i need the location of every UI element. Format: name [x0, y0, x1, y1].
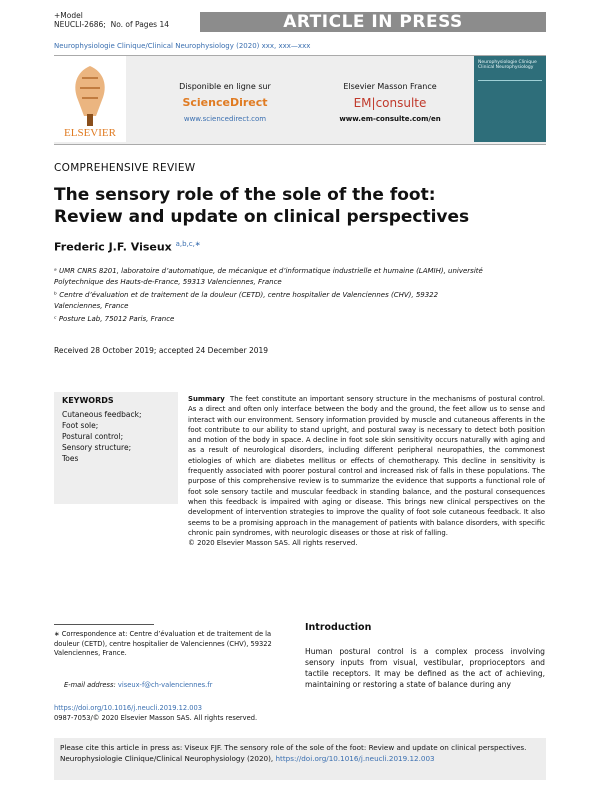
svg-text:ELSEVIER: ELSEVIER [64, 127, 116, 139]
sciencedirect-logo: ScienceDirect [182, 96, 268, 109]
summary-text: The feet constitute an important sensory structure in the mechanisms of postural control. As a direct and often only interface between the body and the ground, the feet allow us to sense and interact with our environment. Sensory information provided by muscle and cutaneous afferents in the foot contribute to our ability to stand upright, and postural sway is necessary to detect both position and motion of the body in space. A decline in foot sole skin sensitivity occurs naturally with aging and as a result of neurological disorders, including different peripheral neuropathies, the commonest etiologies of which are diabetes mellitus or effects of chemotherapy. This decline in sensitivity is frequently associated with poorer postural control and increased risk of falls in these populations. The purpose of this comprehensive review is to summarize the evidence that supports a functional role of foot sole sensory tactile and muscular feedback in standing balance, and the postural consequences when this feedback is impaired with aging or disease. This brings new clinical perspectives on the development of intervention strategies to improve the quality of foot sole cutaneous feedback. It also seems to be a promising approach in the management of patients with balance disorders, with specific chronic pain syndromes, with neurologic diseases or those at risk of falling. [188, 395, 545, 537]
journal-cover-image [474, 56, 546, 142]
sciencedirect-caption: Disponible en ligne sur [179, 82, 271, 91]
keyword-item: Toes [62, 454, 79, 463]
article-title: The sensory role of the sole of the foot: Review and update on clinical perspectives [54, 185, 470, 227]
affiliation-b: ᵇ Centre d’évaluation et de traitement de la douleur (CETD), centre hospitalier de Valenciennes (CHV), 59322 Valenciennes, France [54, 291, 439, 310]
author-name: Frederic J.F. Viseux $^{a,b,c,∗}$ [54, 240, 201, 254]
abstract-summary: Summary The feet constitute an important sensory structure in the mechanisms of postural control. As a direct and often only interface between the body and the ground, the feet allow us to sense and interact with our environment. Sensory information provided by muscle and cutaneous afferents in the foot contribute to our ability to stand upright, and postural sway is necessary to detect both position and motion of the body in space. A decline in foot sole skin sensitivity occurs naturally with aging and as a result of neurological disorders, including different peripheral neuropathies, the commonest etiologies of which are diabetes mellitus or effects of chemotherapy. This decline in sensitivity is frequently associated with poorer postural control and increased risk of falls in these populations. The purpose of this comprehensive review is to summarize the evidence that supports a functional role of foot sole sensory tactile and muscular feedback in standing balance, and the postural consequences when this feedback is impaired with aging or disease. This brings new clinical perspectives on the development of intervention strategies to improve the quality of foot sole cutaneous feedback. It also seems to be a promising approach in the management of patients with balance disorders, with specific chronic pain syndromes, with neurologic diseases or those at risk of falling. © 2020 Elsevier Masson SAS. All rights reserved. [188, 395, 545, 548]
emconsulte-caption: Elsevier Masson France [343, 82, 437, 91]
summary-copyright: © 2020 Elsevier Masson SAS. All rights reserved. [188, 539, 358, 548]
emconsulte-link[interactable]: www.em-consulte.com/en [339, 115, 441, 123]
correspondence-note: ∗ Correspondence at: Centre d’évaluation et de traitement de la douleur (CETD), centre hospitalier de Valenciennes (CHV), 59322 Valenciennes, France. [54, 630, 272, 657]
doi-link[interactable]: https://doi.org/10.1016/j.neucli.2019.12.003 [54, 704, 203, 712]
keyword-item: Cutaneous feedback; [62, 410, 142, 419]
keyword-item: Sensory structure; [62, 443, 132, 452]
footnote-divider [54, 624, 154, 625]
model-tag: +Model NEUCLI-2686; No. of Pages 14 [54, 11, 170, 29]
introduction-text: Human postural control is a complex process involving sensory inputs from visual, vestibular, proprioceptors and tactile receptors. It may be defined as the act of achieving, maintaining or restoring a state of balance during any [305, 647, 545, 689]
issn-copyright: 0987-7053/© 2020 Elsevier Masson SAS. All rights reserved. [54, 714, 258, 722]
keyword-item: Foot sole; [62, 421, 99, 430]
received-dates: Received 28 October 2019; accepted 24 December 2019 [54, 346, 269, 355]
article-in-press-banner: ARTICLE IN PRESS [200, 12, 546, 32]
section-label: COMPREHENSIVE REVIEW [54, 162, 196, 174]
citation-doi-link[interactable]: https://doi.org/10.1016/j.neucli.2019.12.003 [275, 754, 435, 763]
emconsulte-logo: EM|consulte [353, 96, 427, 110]
email-link[interactable]: viseux-f@ch-valenciennes.fr [117, 681, 213, 689]
keywords-title: KEYWORDS [62, 396, 114, 405]
affiliation-c: ᶜ Posture Lab, 75012 Paris, France [54, 315, 175, 323]
citation-box [54, 738, 546, 780]
affiliation-a: ᵃ UMR CNRS 8201, laboratoire d’automatique, de mécanique et d’informatique industrielle et humaine (LAMIH), université Polytechnique des Hauts-de-France, 59313 Valenciennes, France [54, 267, 483, 286]
introduction-heading: Introduction [305, 622, 372, 633]
elsevier-logo [54, 56, 126, 142]
journal-cover-title: Neurophysiologie Clinique Clinical Neurophysiology [478, 60, 542, 81]
email-note: E-mail address: viseux-f@ch-valenciennes.fr [64, 681, 213, 689]
sciencedirect-link[interactable]: www.sciencedirect.com [183, 115, 267, 123]
keyword-item: Postural control; [62, 432, 124, 441]
journal-citation-line[interactable]: Neurophysiologie Clinique/Clinical Neurophysiology (2020) xxx, xxx—xxx [54, 42, 311, 50]
citation-text: Please cite this article in press as: Viseux FJF. The sensory role of the sole of the foot: Review and update on clinical perspectives. Neurophysiologie Clinique/Clinical Neurophysiology (2020), [60, 743, 527, 763]
author-affiliation-marks[interactable]: a,b,c,∗ [175, 240, 201, 248]
